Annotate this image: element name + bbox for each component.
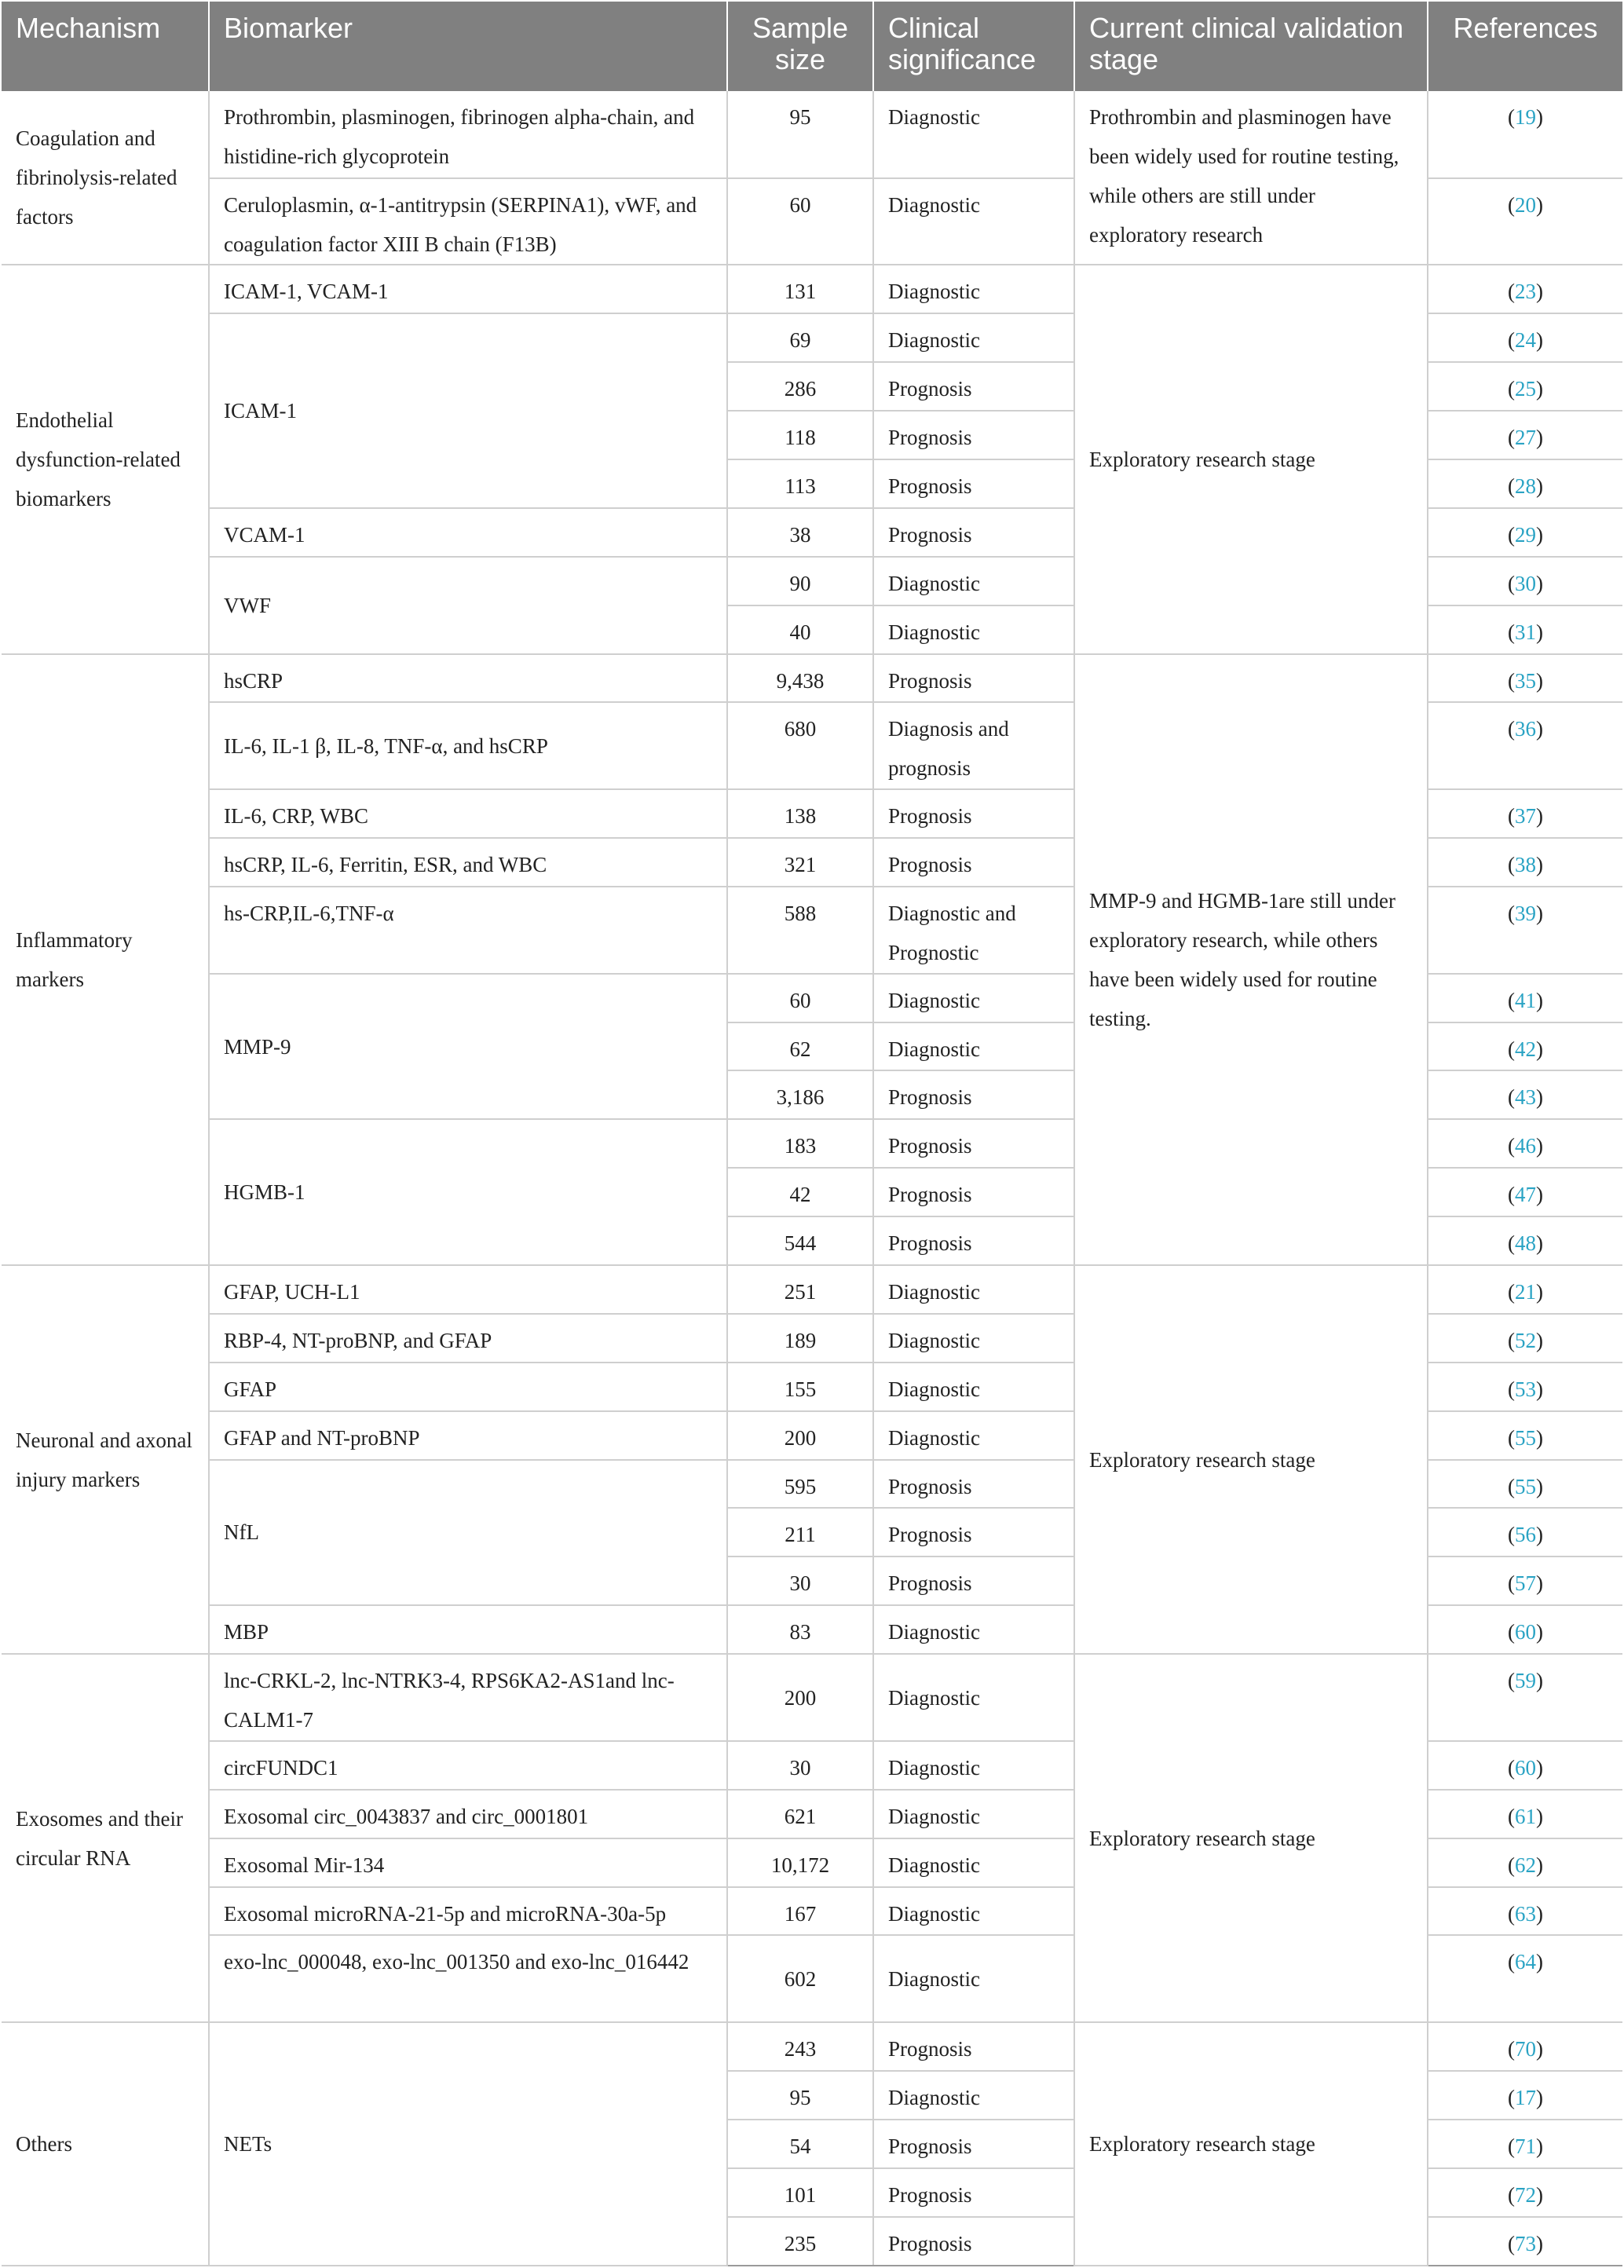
reference-cell: (52) bbox=[1428, 1314, 1622, 1363]
reference-link[interactable]: 60 bbox=[1515, 1620, 1536, 1644]
header-sample-size: Sample size bbox=[727, 2, 873, 91]
reference-link[interactable]: 55 bbox=[1515, 1425, 1536, 1450]
reference-link[interactable]: 63 bbox=[1515, 1901, 1536, 1926]
sample-size-cell: 321 bbox=[727, 838, 873, 887]
biomarker-cell: NETs bbox=[209, 2022, 727, 2266]
reference-cell: (72) bbox=[1428, 2168, 1622, 2217]
reference-link[interactable]: 59 bbox=[1515, 1669, 1536, 1693]
sample-size-cell: 155 bbox=[727, 1363, 873, 1411]
significance-cell: Prognosis bbox=[873, 362, 1074, 411]
significance-cell: Diagnostic and Prognostic bbox=[873, 887, 1074, 974]
biomarker-cell: NfL bbox=[209, 1460, 727, 1606]
reference-link[interactable]: 39 bbox=[1515, 901, 1536, 925]
mechanism-cell: Others bbox=[2, 2022, 209, 2266]
significance-cell: Prognosis bbox=[873, 508, 1074, 557]
biomarker-cell: IL-6, IL-1 β, IL-8, TNF-α, and hsCRP bbox=[209, 702, 727, 789]
reference-link[interactable]: 24 bbox=[1515, 328, 1536, 353]
sample-size-cell: 40 bbox=[727, 605, 873, 654]
biomarker-cell: Prothrombin, plasminogen, fibrinogen alpha-chain, and histidine-rich glycoprotein bbox=[209, 91, 727, 178]
sample-size-cell: 183 bbox=[727, 1119, 873, 1168]
sample-size-cell: 60 bbox=[727, 178, 873, 265]
significance-cell: Prognosis bbox=[873, 789, 1074, 838]
sample-size-cell: 69 bbox=[727, 313, 873, 362]
reference-link[interactable]: 56 bbox=[1515, 1523, 1536, 1547]
sample-size-cell: 9,438 bbox=[727, 654, 873, 703]
reference-link[interactable]: 35 bbox=[1515, 668, 1536, 693]
header-references: References bbox=[1428, 2, 1622, 91]
reference-cell: (35) bbox=[1428, 654, 1622, 703]
reference-link[interactable]: 57 bbox=[1515, 1571, 1536, 1596]
mechanism-cell: Coagulation and fibrinolysis-related factors bbox=[2, 91, 209, 265]
reference-cell: (53) bbox=[1428, 1363, 1622, 1411]
biomarker-cell: Exosomal microRNA-21-5p and microRNA-30a-5p bbox=[209, 1887, 727, 1936]
sample-size-cell: 38 bbox=[727, 508, 873, 557]
biomarker-cell: IL-6, CRP, WBC bbox=[209, 789, 727, 838]
biomarker-cell: Exosomal Mir-134 bbox=[209, 1838, 727, 1887]
significance-cell: Diagnostic bbox=[873, 1790, 1074, 1838]
significance-cell: Diagnostic bbox=[873, 1838, 1074, 1887]
significance-cell: Diagnostic bbox=[873, 1741, 1074, 1790]
significance-cell: Diagnostic bbox=[873, 1411, 1074, 1460]
reference-cell: (24) bbox=[1428, 313, 1622, 362]
table-row bbox=[2, 91, 1622, 178]
sample-size-cell: 42 bbox=[727, 1168, 873, 1216]
header-clinical-significance: Clinical significance bbox=[873, 2, 1074, 91]
reference-cell: (30) bbox=[1428, 557, 1622, 605]
biomarker-cell: hsCRP, IL-6, Ferritin, ESR, and WBC bbox=[209, 838, 727, 887]
table-row bbox=[2, 654, 1622, 703]
biomarker-cell: ICAM-1, VCAM-1 bbox=[209, 265, 727, 313]
table-row bbox=[2, 265, 1622, 313]
sample-size-cell: 621 bbox=[727, 1790, 873, 1838]
significance-cell: Prognosis bbox=[873, 1168, 1074, 1216]
sample-size-cell: 95 bbox=[727, 2071, 873, 2120]
sample-size-cell: 60 bbox=[727, 974, 873, 1022]
sample-size-cell: 588 bbox=[727, 887, 873, 974]
header-row bbox=[2, 2, 1622, 91]
reference-cell: (29) bbox=[1428, 508, 1622, 557]
significance-cell: Diagnostic bbox=[873, 1022, 1074, 1071]
biomarker-cell: hs-CRP,IL-6,TNF-α bbox=[209, 887, 727, 974]
significance-cell: Prognosis bbox=[873, 838, 1074, 887]
reference-link[interactable]: 47 bbox=[1515, 1183, 1536, 1207]
sample-size-cell: 286 bbox=[727, 362, 873, 411]
reference-cell: (71) bbox=[1428, 2120, 1622, 2168]
reference-cell: (38) bbox=[1428, 838, 1622, 887]
reference-cell: (61) bbox=[1428, 1790, 1622, 1838]
biomarker-cell: exo-lnc_000048, exo-lnc_001350 and exo-lnc_016442 bbox=[209, 1935, 727, 2022]
significance-cell: Diagnostic bbox=[873, 557, 1074, 605]
biomarker-cell: GFAP bbox=[209, 1363, 727, 1411]
biomarker-cell: MBP bbox=[209, 1605, 727, 1654]
biomarker-cell: Exosomal circ_0043837 and circ_0001801 bbox=[209, 1790, 727, 1838]
sample-size-cell: 30 bbox=[727, 1741, 873, 1790]
biomarker-cell: hsCRP bbox=[209, 654, 727, 703]
mechanism-cell: Exosomes and their circular RNA bbox=[2, 1654, 209, 2022]
reference-link[interactable]: 38 bbox=[1515, 853, 1536, 877]
significance-cell: Diagnostic bbox=[873, 1605, 1074, 1654]
significance-cell: Prognosis bbox=[873, 2120, 1074, 2168]
validation-stage-cell: Exploratory research stage bbox=[1074, 265, 1428, 653]
biomarker-cell: VWF bbox=[209, 557, 727, 654]
reference-link[interactable]: 61 bbox=[1515, 1804, 1536, 1828]
reference-cell: (60) bbox=[1428, 1741, 1622, 1790]
significance-cell: Diagnostic bbox=[873, 2071, 1074, 2120]
reference-link[interactable]: 53 bbox=[1515, 1377, 1536, 1401]
reference-cell: (64) bbox=[1428, 1935, 1622, 2022]
reference-link[interactable]: 25 bbox=[1515, 377, 1536, 401]
significance-cell: Prognosis bbox=[873, 1216, 1074, 1265]
reference-cell: (43) bbox=[1428, 1070, 1622, 1119]
reference-cell: (55) bbox=[1428, 1460, 1622, 1509]
sample-size-cell: 83 bbox=[727, 1605, 873, 1654]
reference-cell: (17) bbox=[1428, 2071, 1622, 2120]
reference-link[interactable]: 37 bbox=[1515, 804, 1536, 829]
sample-size-cell: 167 bbox=[727, 1887, 873, 1936]
reference-link[interactable]: 31 bbox=[1515, 620, 1536, 644]
significance-cell: Prognosis bbox=[873, 411, 1074, 459]
reference-cell: (60) bbox=[1428, 1605, 1622, 1654]
reference-cell: (48) bbox=[1428, 1216, 1622, 1265]
significance-cell: Prognosis bbox=[873, 1119, 1074, 1168]
biomarker-cell: GFAP, UCH-L1 bbox=[209, 1265, 727, 1314]
sample-size-cell: 200 bbox=[727, 1654, 873, 1741]
reference-cell: (62) bbox=[1428, 1838, 1622, 1887]
biomarker-cell: lnc-CRKL-2, lnc-NTRK3-4, RPS6KA2-AS1and lnc-CALM1-7 bbox=[209, 1654, 727, 1741]
biomarker-cell: HGMB-1 bbox=[209, 1119, 727, 1265]
reference-cell: (56) bbox=[1428, 1508, 1622, 1557]
reference-link[interactable]: 30 bbox=[1515, 571, 1536, 595]
reference-cell: (31) bbox=[1428, 605, 1622, 654]
significance-cell: Prognosis bbox=[873, 654, 1074, 703]
sample-size-cell: 101 bbox=[727, 2168, 873, 2217]
significance-cell: Diagnostic bbox=[873, 974, 1074, 1022]
sample-size-cell: 3,186 bbox=[727, 1070, 873, 1119]
sample-size-cell: 54 bbox=[727, 2120, 873, 2168]
sample-size-cell: 90 bbox=[727, 557, 873, 605]
sample-size-cell: 243 bbox=[727, 2022, 873, 2071]
validation-stage-cell: Exploratory research stage bbox=[1074, 1654, 1428, 2022]
sample-size-cell: 602 bbox=[727, 1935, 873, 2022]
significance-cell: Prognosis bbox=[873, 2217, 1074, 2266]
reference-link[interactable]: 72 bbox=[1515, 2182, 1536, 2207]
sample-size-cell: 30 bbox=[727, 1557, 873, 1605]
significance-cell: Diagnostic bbox=[873, 1935, 1074, 2022]
significance-cell: Diagnostic bbox=[873, 1654, 1074, 1741]
sample-size-cell: 95 bbox=[727, 91, 873, 178]
reference-link[interactable]: 41 bbox=[1515, 988, 1536, 1012]
significance-cell: Diagnosis and prognosis bbox=[873, 702, 1074, 789]
table-row bbox=[2, 2022, 1622, 2071]
reference-link[interactable]: 17 bbox=[1515, 2086, 1536, 2110]
significance-cell: Diagnostic bbox=[873, 1265, 1074, 1314]
reference-cell: (37) bbox=[1428, 789, 1622, 838]
biomarker-cell: GFAP and NT-proBNP bbox=[209, 1411, 727, 1460]
reference-cell: (59) bbox=[1428, 1654, 1622, 1741]
reference-cell: (63) bbox=[1428, 1887, 1622, 1936]
validation-stage-cell: Prothrombin and plasminogen have been widely used for routine testing, while others are still under exploratory research bbox=[1074, 91, 1428, 265]
reference-cell: (36) bbox=[1428, 702, 1622, 789]
reference-link[interactable]: 42 bbox=[1515, 1037, 1536, 1061]
reference-cell: (21) bbox=[1428, 1265, 1622, 1314]
reference-link[interactable]: 60 bbox=[1515, 1755, 1536, 1780]
sample-size-cell: 113 bbox=[727, 459, 873, 508]
reference-link[interactable]: 52 bbox=[1515, 1328, 1536, 1352]
significance-cell: Prognosis bbox=[873, 1557, 1074, 1605]
mechanism-cell: Endothelial dysfunction-related biomarkers bbox=[2, 265, 209, 653]
validation-stage-cell: Exploratory research stage bbox=[1074, 2022, 1428, 2266]
reference-cell: (23) bbox=[1428, 265, 1622, 313]
significance-cell: Diagnostic bbox=[873, 1314, 1074, 1363]
significance-cell: Prognosis bbox=[873, 2022, 1074, 2071]
reference-link[interactable]: 48 bbox=[1515, 1231, 1536, 1256]
header-validation-stage: Current clinical validation stage bbox=[1074, 2, 1428, 91]
reference-cell: (25) bbox=[1428, 362, 1622, 411]
sample-size-cell: 131 bbox=[727, 265, 873, 313]
significance-cell: Prognosis bbox=[873, 2168, 1074, 2217]
reference-cell: (28) bbox=[1428, 459, 1622, 508]
reference-cell: (41) bbox=[1428, 974, 1622, 1022]
sample-size-cell: 544 bbox=[727, 1216, 873, 1265]
mechanism-cell: Neuronal and axonal injury markers bbox=[2, 1265, 209, 1654]
table-row bbox=[2, 1265, 1622, 1314]
reference-link[interactable]: 73 bbox=[1515, 2231, 1536, 2255]
sample-size-cell: 200 bbox=[727, 1411, 873, 1460]
significance-cell: Diagnostic bbox=[873, 605, 1074, 654]
reference-cell: (46) bbox=[1428, 1119, 1622, 1168]
sample-size-cell: 595 bbox=[727, 1460, 873, 1509]
significance-cell: Diagnostic bbox=[873, 265, 1074, 313]
biomarker-cell: MMP-9 bbox=[209, 974, 727, 1120]
reference-cell: (20) bbox=[1428, 178, 1622, 265]
reference-link[interactable]: 29 bbox=[1515, 522, 1536, 547]
significance-cell: Diagnostic bbox=[873, 313, 1074, 362]
reference-link[interactable]: 19 bbox=[1515, 105, 1536, 129]
sample-size-cell: 118 bbox=[727, 411, 873, 459]
biomarker-cell: circFUNDC1 bbox=[209, 1741, 727, 1790]
validation-stage-cell: MMP-9 and HGMB-1are still under exploratory research, while others have been widely used for routine testing. bbox=[1074, 654, 1428, 1265]
sample-size-cell: 680 bbox=[727, 702, 873, 789]
biomarker-table bbox=[2, 2, 1622, 2266]
sample-size-cell: 62 bbox=[727, 1022, 873, 1071]
reference-cell: (70) bbox=[1428, 2022, 1622, 2071]
biomarker-cell: VCAM-1 bbox=[209, 508, 727, 557]
reference-link[interactable]: 70 bbox=[1515, 2037, 1536, 2061]
reference-cell: (27) bbox=[1428, 411, 1622, 459]
sample-size-cell: 211 bbox=[727, 1508, 873, 1557]
sample-size-cell: 189 bbox=[727, 1314, 873, 1363]
biomarker-cell: ICAM-1 bbox=[209, 313, 727, 508]
header-mechanism: Mechanism bbox=[2, 2, 209, 91]
reference-link[interactable]: 21 bbox=[1515, 1280, 1536, 1304]
mechanism-cell: Inflammatory markers bbox=[2, 654, 209, 1265]
reference-link[interactable]: 28 bbox=[1515, 474, 1536, 498]
significance-cell: Diagnostic bbox=[873, 178, 1074, 265]
reference-link[interactable]: 71 bbox=[1515, 2134, 1536, 2158]
reference-link[interactable]: 43 bbox=[1515, 1085, 1536, 1110]
significance-cell: Prognosis bbox=[873, 1460, 1074, 1509]
header-biomarker: Biomarker bbox=[209, 2, 727, 91]
reference-link[interactable]: 55 bbox=[1515, 1474, 1536, 1498]
biomarker-cell: Ceruloplasmin, α-1-antitrypsin (SERPINA1), vWF, and coagulation factor XIII B chain (F13B) bbox=[209, 178, 727, 265]
reference-cell: (57) bbox=[1428, 1557, 1622, 1605]
reference-cell: (73) bbox=[1428, 2217, 1622, 2266]
sample-size-cell: 10,172 bbox=[727, 1838, 873, 1887]
significance-cell: Diagnostic bbox=[873, 1887, 1074, 1936]
reference-link[interactable]: 62 bbox=[1515, 1853, 1536, 1877]
sample-size-cell: 251 bbox=[727, 1265, 873, 1314]
table-row bbox=[2, 1654, 1622, 1741]
reference-link[interactable]: 36 bbox=[1515, 717, 1536, 741]
sample-size-cell: 235 bbox=[727, 2217, 873, 2266]
reference-link[interactable]: 46 bbox=[1515, 1134, 1536, 1158]
significance-cell: Prognosis bbox=[873, 1070, 1074, 1119]
biomarker-cell: RBP-4, NT-proBNP, and GFAP bbox=[209, 1314, 727, 1363]
reference-cell: (39) bbox=[1428, 887, 1622, 974]
reference-cell: (47) bbox=[1428, 1168, 1622, 1216]
reference-cell: (55) bbox=[1428, 1411, 1622, 1460]
reference-cell: (42) bbox=[1428, 1022, 1622, 1071]
reference-link[interactable]: 20 bbox=[1515, 192, 1536, 217]
sample-size-cell: 138 bbox=[727, 789, 873, 838]
reference-link[interactable]: 23 bbox=[1515, 280, 1536, 304]
significance-cell: Diagnostic bbox=[873, 1363, 1074, 1411]
validation-stage-cell: Exploratory research stage bbox=[1074, 1265, 1428, 1654]
reference-link[interactable]: 64 bbox=[1515, 1950, 1536, 1974]
reference-link[interactable]: 27 bbox=[1515, 426, 1536, 450]
reference-cell: (19) bbox=[1428, 91, 1622, 178]
significance-cell: Prognosis bbox=[873, 1508, 1074, 1557]
significance-cell: Prognosis bbox=[873, 459, 1074, 508]
significance-cell: Diagnostic bbox=[873, 91, 1074, 178]
